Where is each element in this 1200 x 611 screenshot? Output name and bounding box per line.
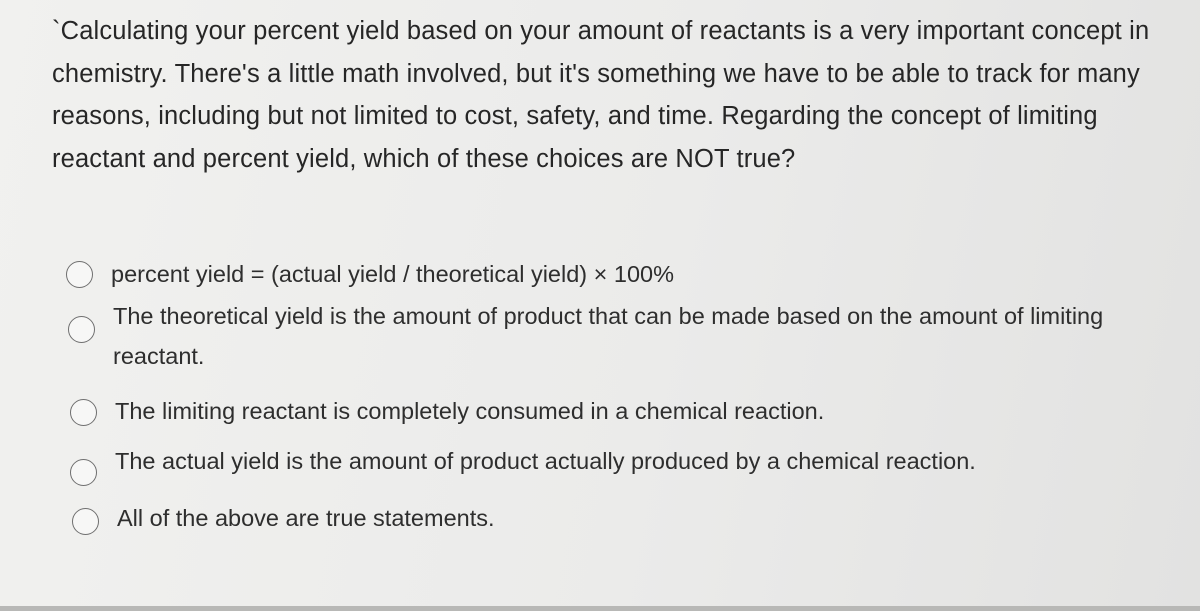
option-label-4: The actual yield is the amount of product actually produced by a chemical reaction.: [115, 448, 976, 474]
radio-button-2[interactable]: [68, 316, 95, 343]
option-label-2: The theoretical yield is the amount of product that can be made based on the amount of limiting reactant.: [113, 303, 1104, 369]
option-limiting-reactant[interactable]: [70, 391, 1146, 431]
bottom-border: [0, 606, 1200, 611]
option-all-true[interactable]: [72, 498, 1146, 538]
radio-button-1[interactable]: [66, 261, 93, 288]
question-text: `Calculating your percent yield based on your amount of reactants is a very important concept in chemistry. There's a little math involved, but it's something we have to be able to track for many reasons, including but not limited to cost, safety, and time. Regarding the concept of limiting reactant and percent yield, which of these choices are NOT true?: [52, 17, 1150, 173]
option-theoretical-yield[interactable]: [68, 296, 1146, 376]
option-actual-yield[interactable]: [70, 441, 1146, 486]
option-percent-yield[interactable]: [66, 254, 1146, 294]
option-label-5: All of the above are true statements.: [117, 505, 495, 531]
radio-button-3[interactable]: [70, 399, 97, 426]
answer-options: [66, 248, 1146, 538]
radio-button-5[interactable]: [72, 508, 99, 535]
option-label-3: The limiting reactant is completely consumed in a chemical reaction.: [115, 398, 825, 424]
radio-button-4[interactable]: [70, 459, 97, 486]
option-label-1: percent yield = (actual yield / theoretical yield) × 100%: [111, 261, 675, 287]
